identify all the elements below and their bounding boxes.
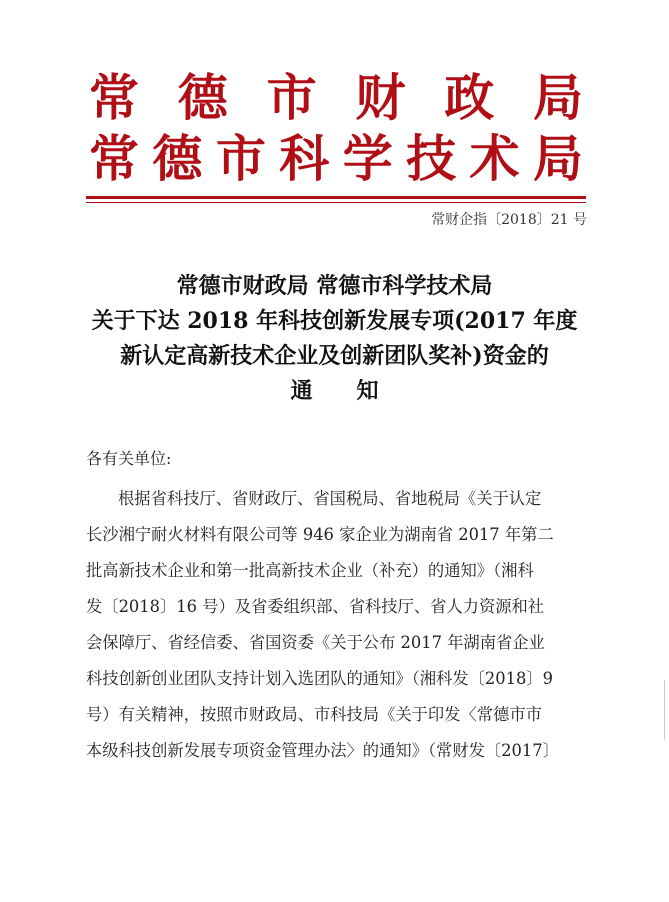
header-divider-thick xyxy=(86,196,586,199)
body-text-line: 根据省科技厅、省财政厅、省国税局、省地税局《关于认定 xyxy=(118,489,542,508)
issuer-char: 德 xyxy=(177,68,228,127)
body-text-line: 号）有关精神，按照市财政局、市科技局《关于印发〈常德市市 xyxy=(86,705,542,724)
issuer-char: 学 xyxy=(342,129,393,188)
body-text-line: 发〔2018〕16 号）及省委组织部、省科技厅、省人力资源和社 xyxy=(86,597,545,616)
body-text-line: 长沙湘宁耐火材料有限公司等 946 家企业为湖南省 2017 年第二 xyxy=(86,525,554,544)
body-text-line: 科技创新创业团队支持计划入选团队的通知》（湘科发〔2018〕9 xyxy=(86,669,553,688)
issuer-char: 政 xyxy=(444,68,495,127)
issuer-char: 常 xyxy=(89,129,139,188)
issuer-char: 局 xyxy=(532,129,583,188)
issuer-char: 德 xyxy=(152,129,203,188)
issuer-char: 局 xyxy=(532,68,583,127)
title-line-2: 关于下达 2018 年科技创新发展专项(2017 年度 xyxy=(91,308,578,334)
scan-edge-mark xyxy=(664,680,665,740)
issuer-finance-bureau xyxy=(86,70,586,126)
title-line-notice: 通知 xyxy=(290,378,423,404)
title-line-issuers: 常德市财政局 常德市科学技术局 xyxy=(176,273,493,299)
issuer-char: 市 xyxy=(215,129,266,188)
issuer-char: 科 xyxy=(279,129,330,188)
issuer-char: 常 xyxy=(89,68,139,127)
title-line-3: 新认定高新技术企业及创新团队奖补)资金的 xyxy=(120,343,549,369)
issuer-science-bureau xyxy=(86,131,586,187)
document-number: 常财企指〔2018〕21 号 xyxy=(431,212,587,228)
salutation: 各有关单位: xyxy=(86,449,172,468)
issuer-char: 术 xyxy=(469,129,520,188)
body-text-line: 批高新技术企业和第一批高新技术企业（补充）的通知》（湘科 xyxy=(86,561,534,580)
issuer-char: 技 xyxy=(406,129,457,188)
body-text-line: 会保障厅、省经信委、省国资委《关于公布 2017 年湖南省企业 xyxy=(86,633,545,652)
header-divider-thin xyxy=(86,202,586,203)
issuer-char: 市 xyxy=(266,68,317,127)
issuer-char: 财 xyxy=(355,68,406,127)
body-text-line: 本级科技创新发展专项资金管理办法〉的通知》（常财发〔2017〕 xyxy=(86,741,559,760)
